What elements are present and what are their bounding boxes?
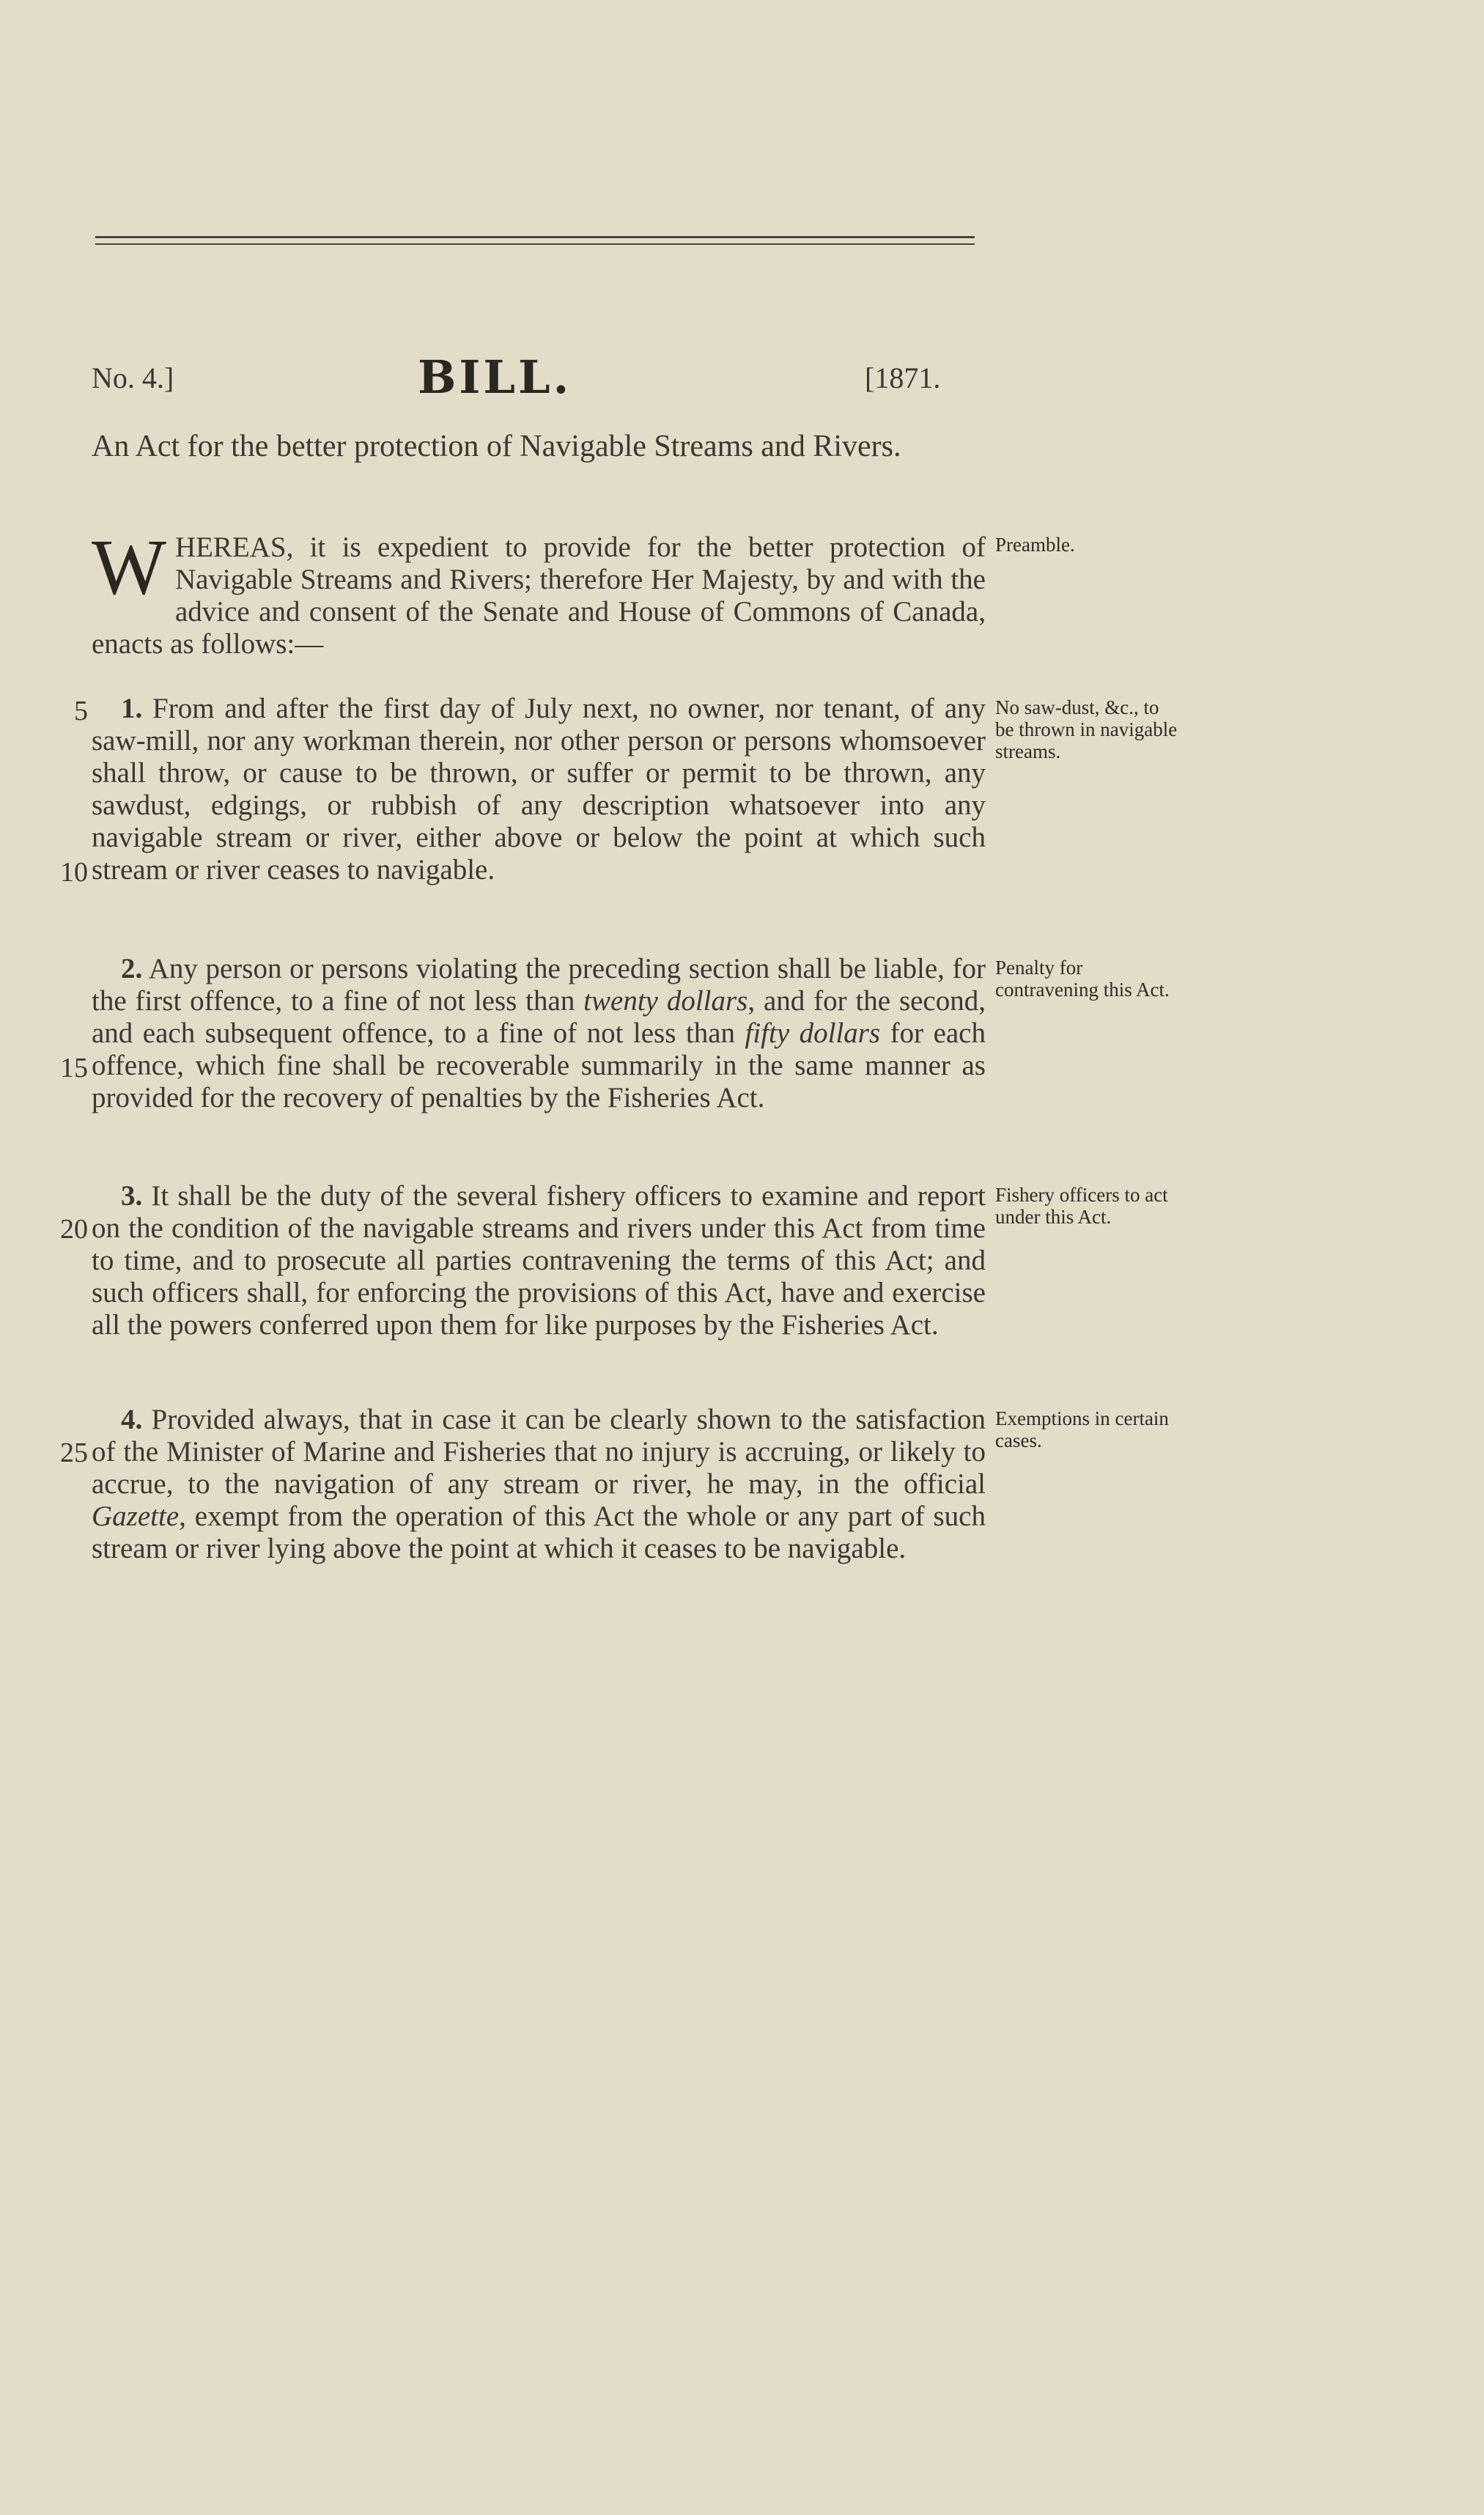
preamble-paragraph bbox=[92, 524, 986, 660]
section-text: , and for the second, and each subsequent offence, to a fine of not less than bbox=[92, 985, 986, 1049]
margin-note-preamble: Preamble. bbox=[995, 534, 1075, 556]
bill-number: No. 4.] bbox=[92, 361, 174, 394]
line-number: 25 bbox=[60, 1437, 88, 1468]
line-number: 5 bbox=[74, 696, 88, 726]
drop-cap: W bbox=[92, 524, 166, 611]
bill-year: [1871. bbox=[865, 361, 941, 394]
top-rule-thin bbox=[95, 243, 975, 245]
top-rule bbox=[95, 236, 975, 238]
section-number: 4. bbox=[121, 1404, 143, 1435]
section-emphasis: twenty dollars bbox=[583, 985, 748, 1017]
margin-note-section-1: No saw-dust, &c., to be thrown in navigable streams. bbox=[995, 696, 1178, 762]
section-emphasis: fifty dollars bbox=[745, 1017, 881, 1049]
margin-note-section-3: Fishery officers to act under this Act. bbox=[995, 1184, 1168, 1228]
line-number: 15 bbox=[60, 1053, 88, 1083]
line-number: 10 bbox=[60, 857, 88, 888]
line-number: 20 bbox=[60, 1214, 88, 1245]
section-text: It shall be the duty of the several fishery officers to examine and report on the condition of the navigable streams and rivers under this Act from time to time, and to prosecute all parties contravening the terms of this Act; and such officers shall, for enforcing the provisions of this Act, have and exercise all the powers conferred upon them for like purposes by the Fisheries Act. bbox=[92, 1180, 986, 1341]
section-number: 1. bbox=[121, 693, 143, 724]
section-text: Any person or persons violating the preceding section shall be liable, for the first offence, to a fine of not less than bbox=[92, 953, 986, 1017]
section-3 bbox=[92, 1180, 986, 1341]
margin-note-section-2: Penalty for contravening this Act. bbox=[995, 957, 1170, 1001]
section-emphasis: Gazette bbox=[92, 1500, 180, 1532]
section-text: , exempt from the operation of this Act the whole or any part of such stream or river lying above the point at which it ceases to be navigable. bbox=[92, 1500, 986, 1564]
section-1 bbox=[92, 693, 986, 886]
margin-note-section-4: Exemptions in certain cases. bbox=[995, 1407, 1169, 1451]
section-text: for each offence, which fine shall be recoverable summarily in the same manner as provided for the recovery of penalties by the Fisheries Act. bbox=[92, 1017, 986, 1113]
preamble-text: HEREAS, it is expedient to provide for the better protection of Navigable Streams and Rivers; therefore Her Majesty, by and with the advice and consent of the Senate and House of Commons of Canada, enacts as follows:— bbox=[92, 531, 986, 660]
act-title: An Act for the better protection of Navigable Streams and Rivers. bbox=[92, 430, 901, 463]
section-number: 3. bbox=[121, 1180, 143, 1212]
section-number: 2. bbox=[121, 953, 143, 984]
section-text: From and after the first day of July next, no owner, nor tenant, of any saw-mill, nor any workman therein, nor other person or persons whomsoever shall throw, or cause to be thrown, or suffer or permit to be thrown, any sawdust, edgings, or rubbish of any description whatsoever into any navigable stream or river, either above or below the point at which such stream or river ceases to navigable. bbox=[92, 693, 986, 885]
section-2 bbox=[92, 953, 986, 1114]
section-4 bbox=[92, 1404, 986, 1565]
bill-heading: BILL. bbox=[418, 350, 572, 404]
section-text: Provided always, that in case it can be clearly shown to the satisfaction of the Minister of Marine and Fisheries that no injury is accruing, or likely to accrue, to the navigation of any stream or river, he may, in the official bbox=[92, 1404, 986, 1500]
